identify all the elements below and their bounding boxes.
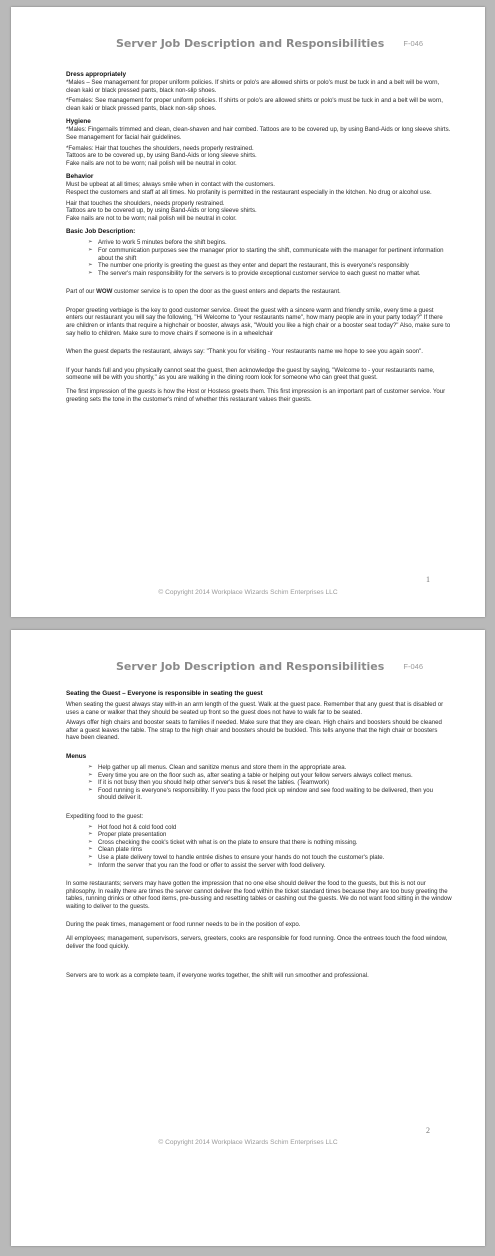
page-header — [11, 660, 485, 676]
dress-males-paragraph: *Males – See management for proper uniform policies. If shirts or polo's are allowed shirts or polo's must be tuck in and a belt will be worn, clean kaki or black pressed pants, black non-slip shoes. — [66, 79, 440, 94]
menus-list — [66, 764, 452, 802]
dress-heading: Dress appropriately — [66, 71, 127, 78]
wow-pre: Part of our — [66, 288, 97, 296]
list-item: ➢ Proper plate presentation — [88, 831, 452, 839]
list-item: ➢ Every time you are on the floor such as, after seating a table or helping out your fellow servers always collect menus. — [88, 772, 452, 780]
expediting-list — [66, 824, 452, 870]
wow-emphasis: WOW — [96, 288, 113, 296]
list-item: ➢ Help gather up all menus. Clean and sanitize menus and store them in the appropriate area. — [88, 764, 452, 772]
behavior-heading: Behavior — [66, 173, 94, 181]
restaurants-paragraph: In some restaurants; servers may have gotten the impression that no one else should deliver the food to the guests, but this is not our philosophy. In reality there are times the server cannot deliver the food within the ticket standard times because they are too busy greeting the tables, running drinks or other food items, pre-bussing and resetting tables or cashing out the guests. We do not want food sitting in the window waiting to deliver to the guests. — [66, 880, 452, 910]
list-item: ➢ For communication purposes see the manager prior to starting the shift, communicate with the manager for pertinent information about the shift — [88, 247, 452, 262]
page-2-body — [66, 690, 452, 980]
behavior-line: Tattoos are to be covered up, by using Band-Aids or long sleeve shirts. — [66, 207, 257, 215]
page-number: 1 — [426, 575, 430, 584]
form-code: F-046 — [403, 39, 423, 48]
behavior-line: Hair that touches the shoulders, needs properly restrained. — [66, 199, 225, 207]
team-paragraph: Servers are to work as a complete team, if everyone works together, the shift will run smoother and professional. — [66, 972, 369, 980]
list-item: ➢ Clean plate rims — [88, 846, 452, 854]
list-item: ➢ Inform the server that you ran the food or offer to assist the server with food delivery. — [88, 862, 452, 870]
peak-times-paragraph: During the peak times, management or food runner needs to be in the position of expo. — [66, 921, 301, 929]
page-title: Server Job Description and Responsibilities — [116, 660, 385, 673]
menus-heading: Menus — [66, 752, 87, 760]
hygiene-males-paragraph: *Males: Fingernails trimmed and clean, clean-shaven and hair combed. Tattoos are to be covered up, by using Band-Aids or long sleeve shirts. See management for facial hair guidelines. — [66, 126, 451, 141]
all-employees-paragraph: All employees; management, supervisors, servers, greeters, cooks are responsible for food running. Once the entrees touch the food window, deliver the food quickly. — [66, 935, 448, 950]
list-item: ➢ Use a plate delivery towel to handle entrée dishes to ensure your hands do not touch the customer's plate. — [88, 854, 452, 862]
list-item: ➢ The server's main responsibility for the servers is to provide exceptional customer service to each guest no matter what. — [88, 270, 452, 278]
document-page-2 — [11, 630, 485, 1246]
dress-females-paragraph: *Females: See management for proper uniform policies. If shirts or polo's are allowed shirts or polo's must be tuck in and a belt will be worn, clean kaki or black pressed pants, black non-slip shoes. — [66, 97, 443, 112]
list-item: ➢ If it is not busy then you should help other server's bus & reset the tables. (Teamwork) — [88, 779, 452, 787]
expediting-heading: Expediting food to the guest: — [66, 812, 144, 820]
seating-paragraph: Always offer high chairs and booster seats to families if needed. Make sure that they are clean. High chairs and boosters should be cleaned after a guest leaves the table. The strap to the high chair and boosters should be buckled. This tells anyone that the high chair or boosters have been cleaned. — [66, 719, 442, 742]
seating-paragraph: When seating the guest always stay with-in an arm length of the guest. Walk at the guest pace. Remember that any guest that is disabled or uses a cane or walker that they should be seated up front so the guest does not have to walk far to be seated. — [66, 701, 444, 716]
departs-paragraph: When the guest departs the restaurant, always say: "Thank you for visiting - Your restaurants name we hope to see you again soon". — [66, 348, 423, 356]
first-impression-paragraph: The first impression of the guests is how the Host or Hostess greets them. This first impression is an important part of customer service. Your greeting sets the tone in the customer's mind of whether this restaurant values their guests. — [66, 388, 446, 403]
wow-post: customer service is to open the door as the guest enters and departs the restaurant. — [112, 288, 341, 296]
list-item: ➢ Cross checking the cook's ticket with what is on the plate to ensure that there is nothing missing. — [88, 839, 452, 847]
page-title: Server Job Description and Responsibilities — [116, 37, 385, 50]
basic-job-heading: Basic Job Description: — [66, 228, 136, 236]
basic-job-list — [66, 239, 452, 277]
hygiene-heading: Hygiene — [66, 118, 91, 126]
hygiene-females-line: *Females: Hair that touches the shoulders, needs properly restrained. — [66, 144, 254, 152]
form-code: F-046 — [403, 662, 423, 671]
list-item: ➢ The number one priority is greeting the guest as they enter and depart the restaurant, this is everyone's responsibly — [88, 262, 452, 270]
page-number: 2 — [426, 1126, 430, 1135]
copyright-footer: © Copyright 2014 Workplace Wizards Schim Enterprises LLC — [158, 589, 338, 596]
document-page-1 — [11, 7, 485, 617]
greeting-paragraph: Proper greeting verbiage is the key to good customer service. Greet the guest with a sincere warm and friendly smile, every time a guest enters our restaurant you will say the following, "Hi Welcome to "your restaurants name", how many people are in your party today?" If there are children or infants that require a highchair or booster, always ask, "Would you like a high chair or a booster seat today?" Also, make sure to say hello to children. Make sure to move chairs if someone is in a wheelchair — [66, 306, 451, 337]
hygiene-females-line: Tattoos are to be covered up, by using Band-Aids or long sleeve shirts. — [66, 152, 257, 160]
hands-full-paragraph: If your hands full and you physically cannot seat the guest, then acknowledge the guest by saying, "Welcome to - your restaurants name, someone will be with you shortly," as you are walking in the dining room look for someone who can greet that guest. — [66, 366, 435, 382]
hygiene-females-line: Fake nails are not to be worn; nail polish will be neutral in color. — [66, 159, 237, 167]
list-item: ➢ Hot food hot & cold food cold — [88, 824, 452, 832]
list-item: ➢ Food running is everyone's responsibility. If you pass the food pick up window and see food waiting to be delivered, then you should deliver it. — [88, 787, 452, 802]
page-header — [11, 37, 485, 53]
behavior-line: Must be upbeat at all times; always smile when in contact with the customers. — [66, 181, 275, 189]
behavior-line: Respect the customers and staff at all times. No profanity is permitted in the restaurant especially in the kitchen. No drug or alcohol use. — [66, 188, 432, 196]
copyright-footer: © Copyright 2014 Workplace Wizards Schim Enterprises LLC — [158, 1139, 338, 1146]
page-1-body — [66, 71, 452, 403]
list-item: ➢ Arrive to work 5 minutes before the shift begins. — [88, 239, 452, 247]
wow-paragraph — [66, 288, 452, 296]
seating-heading: Seating the Guest – Everyone is responsible in seating the guest — [66, 690, 263, 697]
behavior-line: Fake nails are not to be worn; nail polish will be neutral in color. — [66, 214, 237, 222]
